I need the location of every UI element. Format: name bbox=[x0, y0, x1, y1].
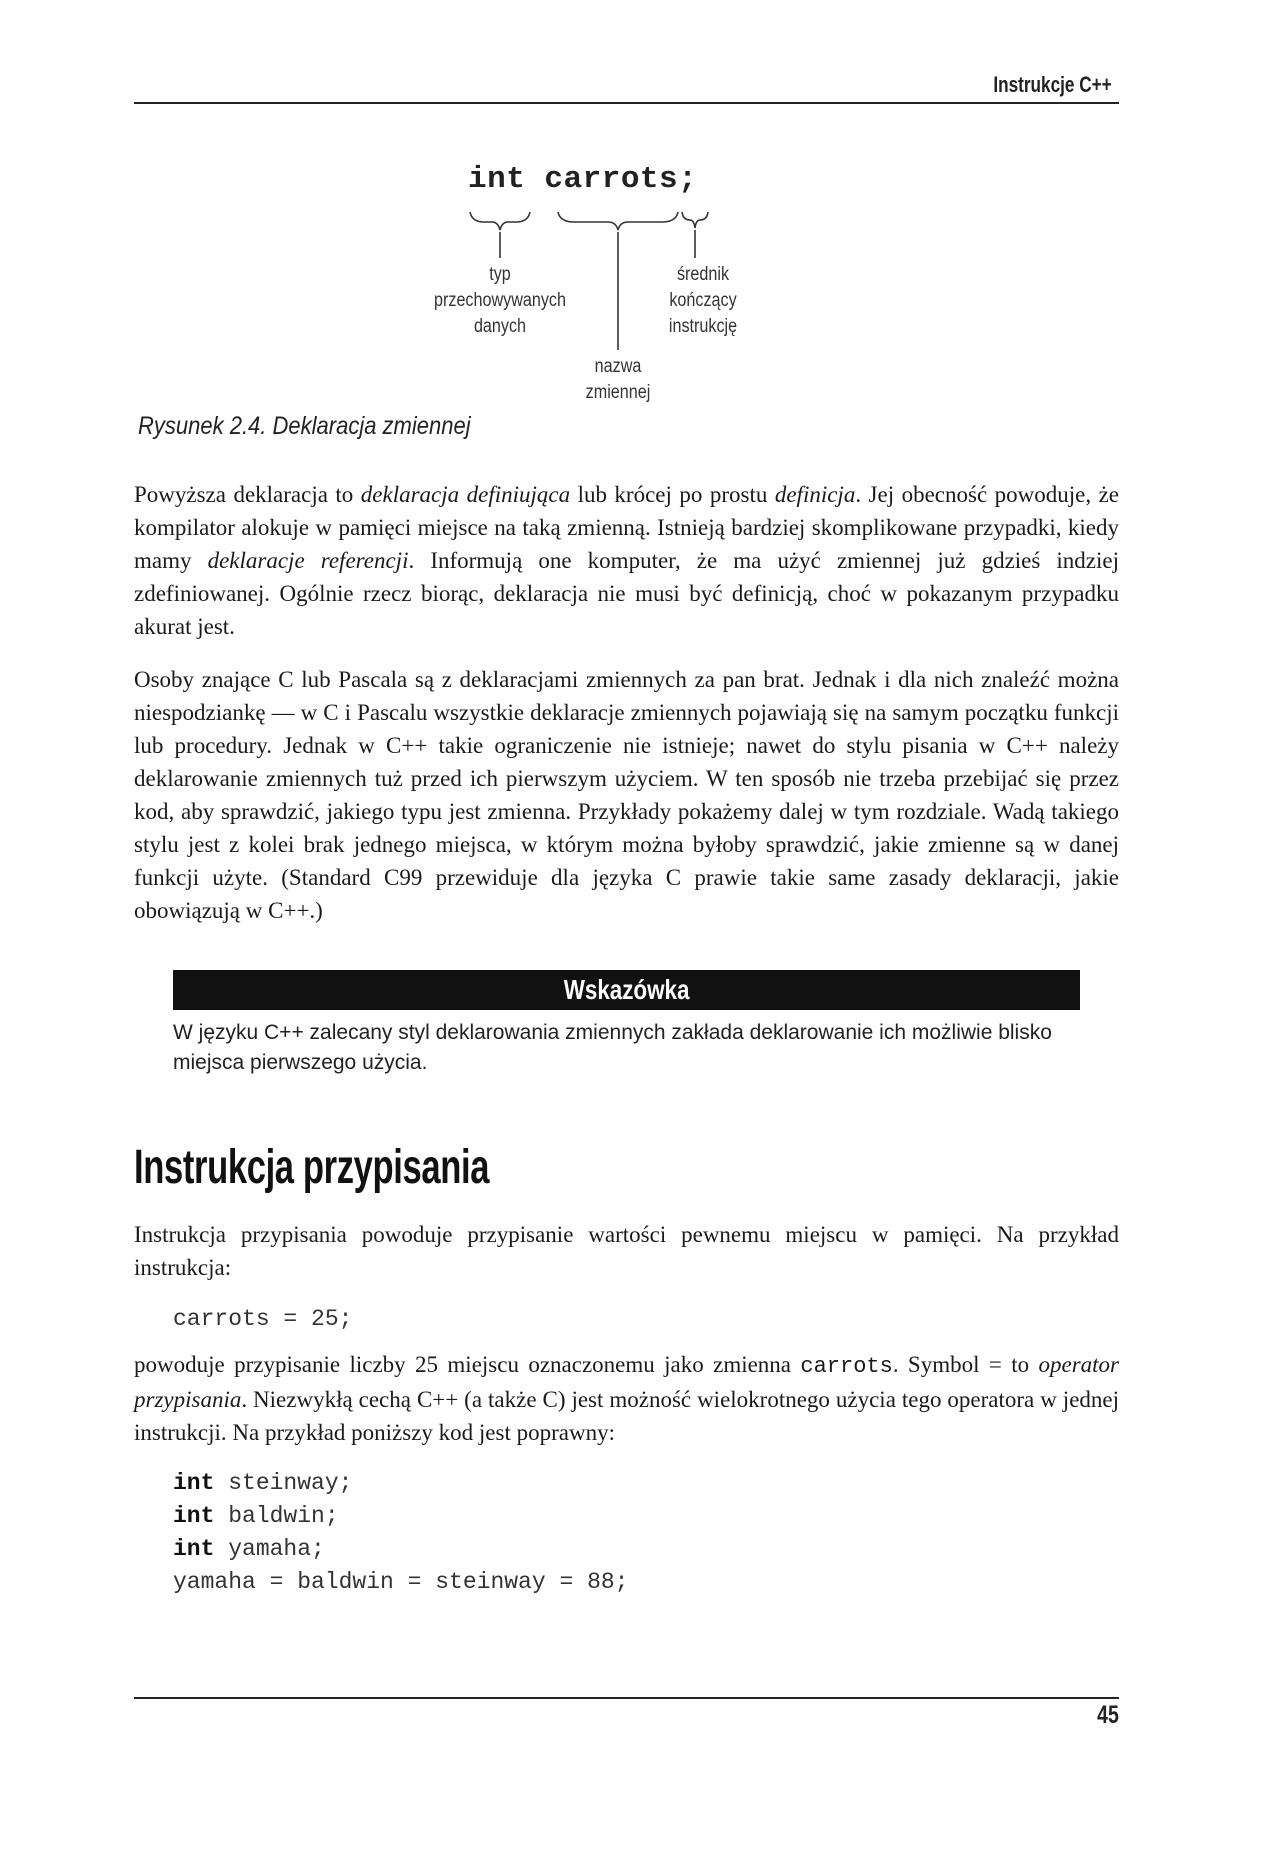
text-run: . Niezwykłą cechą C++ (a także C) jest możność wielokrotnego użycia tego operatora w jednej instrukcji. Na przykład poniższy kod jest poprawny: bbox=[134, 1387, 1119, 1445]
footer-rule bbox=[134, 1697, 1119, 1699]
text-run: . Jej obecność powoduje, że kompilator alokuje w pamięci miejsce na taką zmienną. Istnieją bardziej skomplikowane przypadki, kiedy mamy bbox=[134, 482, 1119, 573]
label-name bbox=[580, 354, 657, 406]
label-type-line: typ bbox=[489, 264, 511, 285]
keyword: int bbox=[173, 1536, 215, 1562]
code-line: steinway; bbox=[214, 1470, 353, 1496]
keyword: int bbox=[173, 1470, 215, 1496]
label-type-line: danych bbox=[473, 316, 527, 337]
label-semicolon-line: instrukcję bbox=[668, 316, 738, 337]
figure-declaration bbox=[400, 162, 780, 412]
figure-code: int carrots; bbox=[468, 162, 698, 197]
code-line: yamaha; bbox=[214, 1536, 325, 1562]
code-example-chained bbox=[173, 1467, 628, 1599]
emphasis: operator przypisania bbox=[134, 1352, 1119, 1412]
code-line: yamaha = baldwin = steinway = 88; bbox=[173, 1569, 629, 1595]
section-heading: Instrukcja przypisania bbox=[134, 1141, 490, 1194]
keyword: int bbox=[173, 1503, 215, 1529]
emphasis: deklaracje referencji bbox=[207, 548, 409, 573]
tip-title: Wskazówka bbox=[563, 974, 690, 1005]
paragraph-assignment-operator bbox=[134, 1348, 1119, 1449]
paragraph-c-pascal: Osoby znające C lub Pascala są z deklaracjami zmiennych za pan brat. Jednak i dla nich znaleźć można niespodziankę — w C i Pascalu wszystkie deklaracje zmiennych pojawiają się na samym początku funkcji lub procedury. Jednak w C++ takie ograniczenie nie istnieje; nawet do stylu pisania w C++ należy deklarowanie zmiennych tuż przed ich pierwszym użyciem. W ten sposób nie trzeba przebijać się przez kod, aby sprawdzić, jakiego typu jest zmienna. Przykłady pokażemy dalej w tym rozdziale. Wadą takiego stylu jest z kolei brak jednego miejsca, w którym można byłoby sprawdzić, jakie zmienne są w danej funkcji użyte. (Standard C99 przewiduje dla języka C prawie takie same zasady deklaracji, jakie obowiązują w C++.) bbox=[134, 667, 1119, 923]
header-rule bbox=[134, 102, 1119, 104]
figure-caption: Rysunek 2.4. Deklaracja zmiennej bbox=[138, 412, 471, 440]
paragraph-definition bbox=[134, 478, 1119, 643]
label-name-line: zmiennej bbox=[585, 382, 651, 403]
running-header: Instrukcje C++ bbox=[993, 72, 1112, 97]
paragraph-assignment-intro: Instrukcja przypisania powoduje przypisanie wartości pewnemu miejscu w pamięci. Na przykład instrukcja: bbox=[134, 1222, 1119, 1280]
label-name-line: nazwa bbox=[594, 356, 642, 377]
label-type-line: przechowywanych bbox=[434, 290, 566, 311]
text-run: lub krócej po prostu bbox=[570, 482, 775, 507]
page-number: 45 bbox=[1097, 1701, 1119, 1729]
inline-code: carrots bbox=[800, 1354, 893, 1379]
text-run: . Informują one komputer, że ma użyć zmiennej już gdzieś indziej zdefiniowanej. Ogólnie rzecz biorąc, deklaracja nie musi być definicją, choć w pokazanym przypadku akurat jest. bbox=[134, 548, 1120, 639]
code-line: baldwin; bbox=[214, 1503, 339, 1529]
text-run: Powyższa deklaracja to bbox=[134, 482, 361, 507]
emphasis: definicja bbox=[774, 482, 856, 507]
label-semicolon-line: średnik bbox=[676, 264, 730, 285]
tip-title-bar bbox=[173, 970, 1080, 1010]
emphasis: deklaracja definiująca bbox=[360, 482, 571, 507]
text-run: . Symbol = to bbox=[892, 1352, 1039, 1377]
label-type bbox=[415, 262, 585, 340]
label-semicolon bbox=[665, 262, 742, 340]
code-example-assignment: carrots = 25; bbox=[173, 1306, 353, 1332]
label-semicolon-line: kończący bbox=[669, 290, 737, 311]
text-run: powoduje przypisanie liczby 25 miejscu oznaczonemu jako zmienna bbox=[134, 1352, 801, 1377]
tip-text: W języku C++ zalecany styl deklarowania zmiennych zakłada deklarowanie ich możliwie blisko miejsca pierwszego użycia. bbox=[173, 1021, 1052, 1074]
